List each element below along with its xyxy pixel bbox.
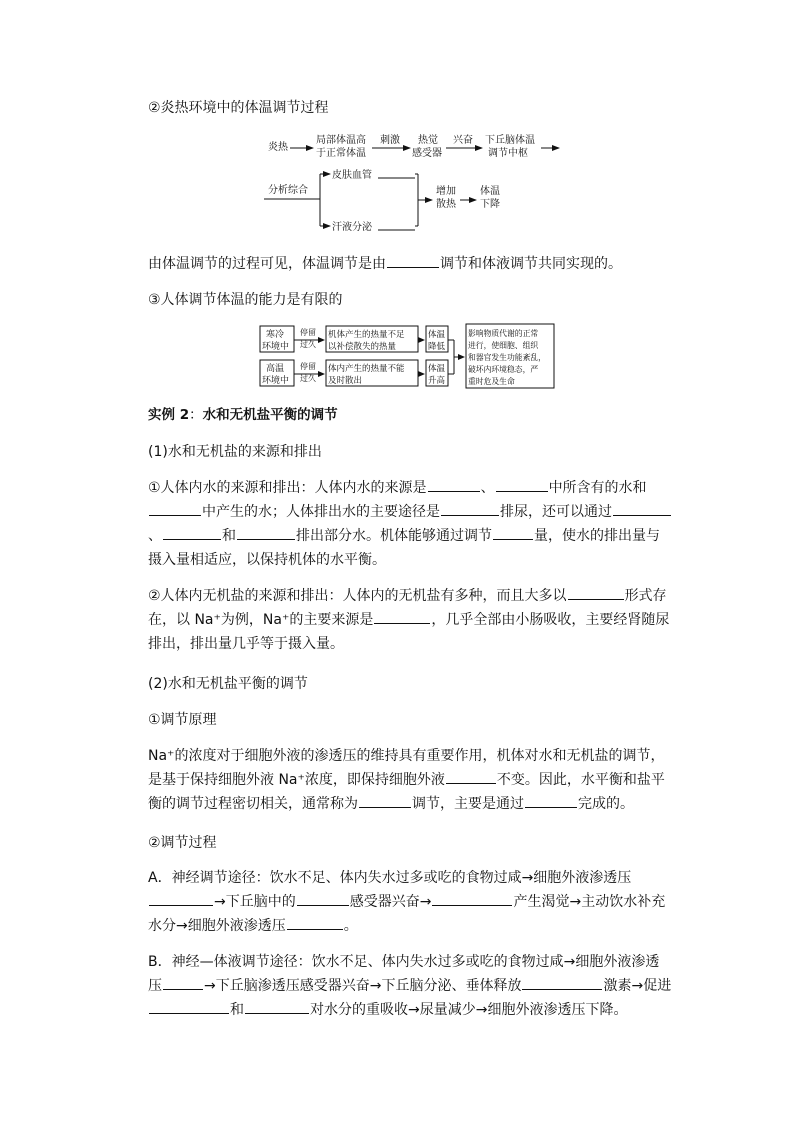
- answer-blank: [441, 501, 499, 516]
- text: Na⁺的浓度对于细胞外液的渗透压的维持具有重要作用，机体对水和无机盐的调节，是基于保持细胞外液 Na⁺浓度，即保持细胞外液: [148, 748, 665, 788]
- answer-blank: [287, 915, 343, 930]
- hot-result-line2: 升高: [428, 376, 446, 386]
- summary-paragraph: [148, 252, 672, 276]
- answer-blank: [613, 501, 671, 516]
- example2-label: 实例 2: [148, 407, 190, 423]
- result1-line1: 增加: [436, 186, 456, 197]
- answer-blank: [149, 891, 213, 906]
- hot-start: 炎热: [268, 142, 288, 153]
- text: 排尿，还可以通过: [500, 504, 612, 520]
- answer-blank: [149, 501, 201, 516]
- arrow2-label: 兴奋: [453, 135, 473, 146]
- answer-blank: [496, 477, 548, 492]
- answer-blank: [149, 999, 229, 1014]
- example2-heading: [148, 403, 672, 427]
- cold-line2: 环境中: [262, 342, 290, 352]
- text: 感受器兴奋→: [349, 894, 432, 910]
- text: A．神经调节途径：饮水不足、体内失水过多或吃的食物过咸→细胞外液渗透压: [148, 870, 632, 886]
- cold-line1: 寒冷: [266, 330, 285, 340]
- salt-paragraph: [148, 584, 672, 656]
- cold-result-line1: 体温: [428, 330, 446, 340]
- effect-line5: 重时危及生命: [468, 377, 515, 386]
- text: 不变。因此，水平衡和盐平衡的调节过程密切相关，通常称为: [148, 772, 665, 812]
- text: 和: [222, 528, 236, 544]
- answer-blank: [432, 891, 512, 906]
- hot-text-line1: 体内产生的热量不能: [328, 364, 405, 374]
- effect-line4: 破坏内环境稳态，严: [468, 365, 539, 374]
- arrow1-label: 刺激: [380, 135, 400, 146]
- text: 完成的。: [578, 796, 634, 812]
- section-hot-title: ②炎热环境中的体温调节过程: [148, 100, 329, 116]
- cold-result-line2: 降低: [428, 342, 446, 352]
- effect-line3: 和器官发生功能紊乱，: [468, 353, 546, 362]
- result2-line2: 下降: [480, 199, 500, 210]
- branch2-label: 汗液分泌: [332, 222, 372, 233]
- answer-blank: [387, 253, 439, 268]
- process-title: ②调节过程: [148, 835, 217, 851]
- answer-blank: [522, 975, 602, 990]
- text: →下丘脑中的: [214, 894, 296, 910]
- stay2-line2: 过久: [300, 374, 316, 383]
- text: 量，使水的排出量与摄入量相适应，以保持机体的水平衡。: [148, 528, 660, 568]
- text: 和: [230, 1002, 244, 1018]
- answer-blank: [374, 609, 430, 624]
- answer-blank: [163, 975, 203, 990]
- text: 对水分的重吸收→尿量减少→细胞外液渗透压下降。: [310, 1002, 628, 1018]
- effect-line1: 影响物质代谢的正常: [468, 329, 539, 338]
- principle-title: ①调节原理: [148, 712, 217, 728]
- example2-sep: ：: [189, 407, 203, 423]
- text: 。: [343, 918, 358, 934]
- principle-paragraph: [148, 744, 672, 816]
- text: 形式存在，以 Na⁺为例，Na⁺的主要来源是: [148, 588, 667, 628]
- text: ①人体内水的来源和排出：人体内水的来源是: [148, 480, 427, 496]
- result1-line2: 散热: [436, 199, 456, 210]
- text: 调节，主要是通过: [412, 796, 524, 812]
- answer-blank: [245, 999, 309, 1014]
- answer-blank: [446, 769, 496, 784]
- analyze-label: 分析综合: [268, 185, 308, 196]
- box1-line1: 局部体温高: [316, 135, 366, 146]
- hot-line1: 高温: [266, 364, 285, 374]
- water-paragraph: [148, 476, 672, 572]
- box2-line1: 热觉: [418, 135, 438, 146]
- section-limit-title: ③人体调节体温的能力是有限的: [148, 292, 343, 308]
- answer-blank: [163, 525, 221, 540]
- example2-title: 水和无机盐平衡的调节: [202, 407, 338, 423]
- hot-text-line2: 及时散出: [328, 376, 363, 386]
- subsection2-title: (2)水和无机盐平衡的调节: [148, 676, 308, 692]
- subsection1-title: (1)水和无机盐的来源和排出: [148, 444, 322, 460]
- box3-line1: 下丘脑体温: [485, 135, 535, 146]
- box1-line2: 于正常体温: [316, 148, 366, 159]
- answer-blank: [428, 477, 480, 492]
- cold-text-line2: 以补偿散失的热量: [328, 342, 397, 352]
- box2-line2: 感受器: [412, 148, 442, 159]
- answer-blank: [525, 793, 577, 808]
- text: 激素→促进: [603, 978, 672, 994]
- answer-blank: [568, 585, 624, 600]
- answer-blank: [237, 525, 295, 540]
- hot-result-line1: 体温: [428, 364, 446, 374]
- answer-blank: [493, 525, 533, 540]
- stay2-line1: 停留: [300, 362, 316, 371]
- hot-line2: 环境中: [262, 376, 290, 386]
- text: 产生渴觉→主动饮水补充水分→细胞外液渗透压: [148, 894, 666, 934]
- text: ，几乎全部由小肠吸收，主要经肾随尿排出，排出量几乎等于摄入量。: [148, 612, 670, 652]
- path-b-paragraph: [148, 950, 672, 1022]
- summary-after: 调节和体液调节共同实现的。: [440, 256, 622, 272]
- limit-diagram: [258, 320, 578, 392]
- text: 、: [148, 528, 162, 544]
- text: B．神经—体液调节途径：饮水不足、体内失水过多或吃的食物过咸→细胞外液渗透压: [148, 954, 660, 994]
- hot-regulation-diagram: [260, 128, 560, 238]
- text: 中产生的水；人体排出水的主要途径是: [202, 504, 440, 520]
- branch1-label: 皮肤血管: [332, 170, 372, 181]
- box3-line2: 调节中枢: [488, 148, 528, 159]
- result2-line1: 体温: [480, 186, 500, 197]
- answer-blank: [297, 891, 349, 906]
- effect-line2: 进行，使细胞、组织: [468, 341, 539, 350]
- text: 、: [480, 480, 495, 496]
- text: ②人体内无机盐的来源和排出：人体内的无机盐有多种，而且大多以: [148, 588, 567, 604]
- summary-before: 由体温调节的过程可见，体温调节是由: [148, 256, 386, 272]
- stay1-line2: 过久: [300, 340, 316, 349]
- answer-blank: [359, 793, 411, 808]
- text: 中所含有的水和: [548, 480, 647, 496]
- cold-text-line1: 机体产生的热量不足: [328, 330, 405, 340]
- stay1-line1: 停留: [300, 328, 316, 337]
- text: 排出部分水。机体能够通过调节: [296, 528, 492, 544]
- path-a-paragraph: [148, 866, 672, 938]
- text: →下丘脑渗透压感受器兴奋→下丘脑分泌、垂体释放: [204, 978, 522, 994]
